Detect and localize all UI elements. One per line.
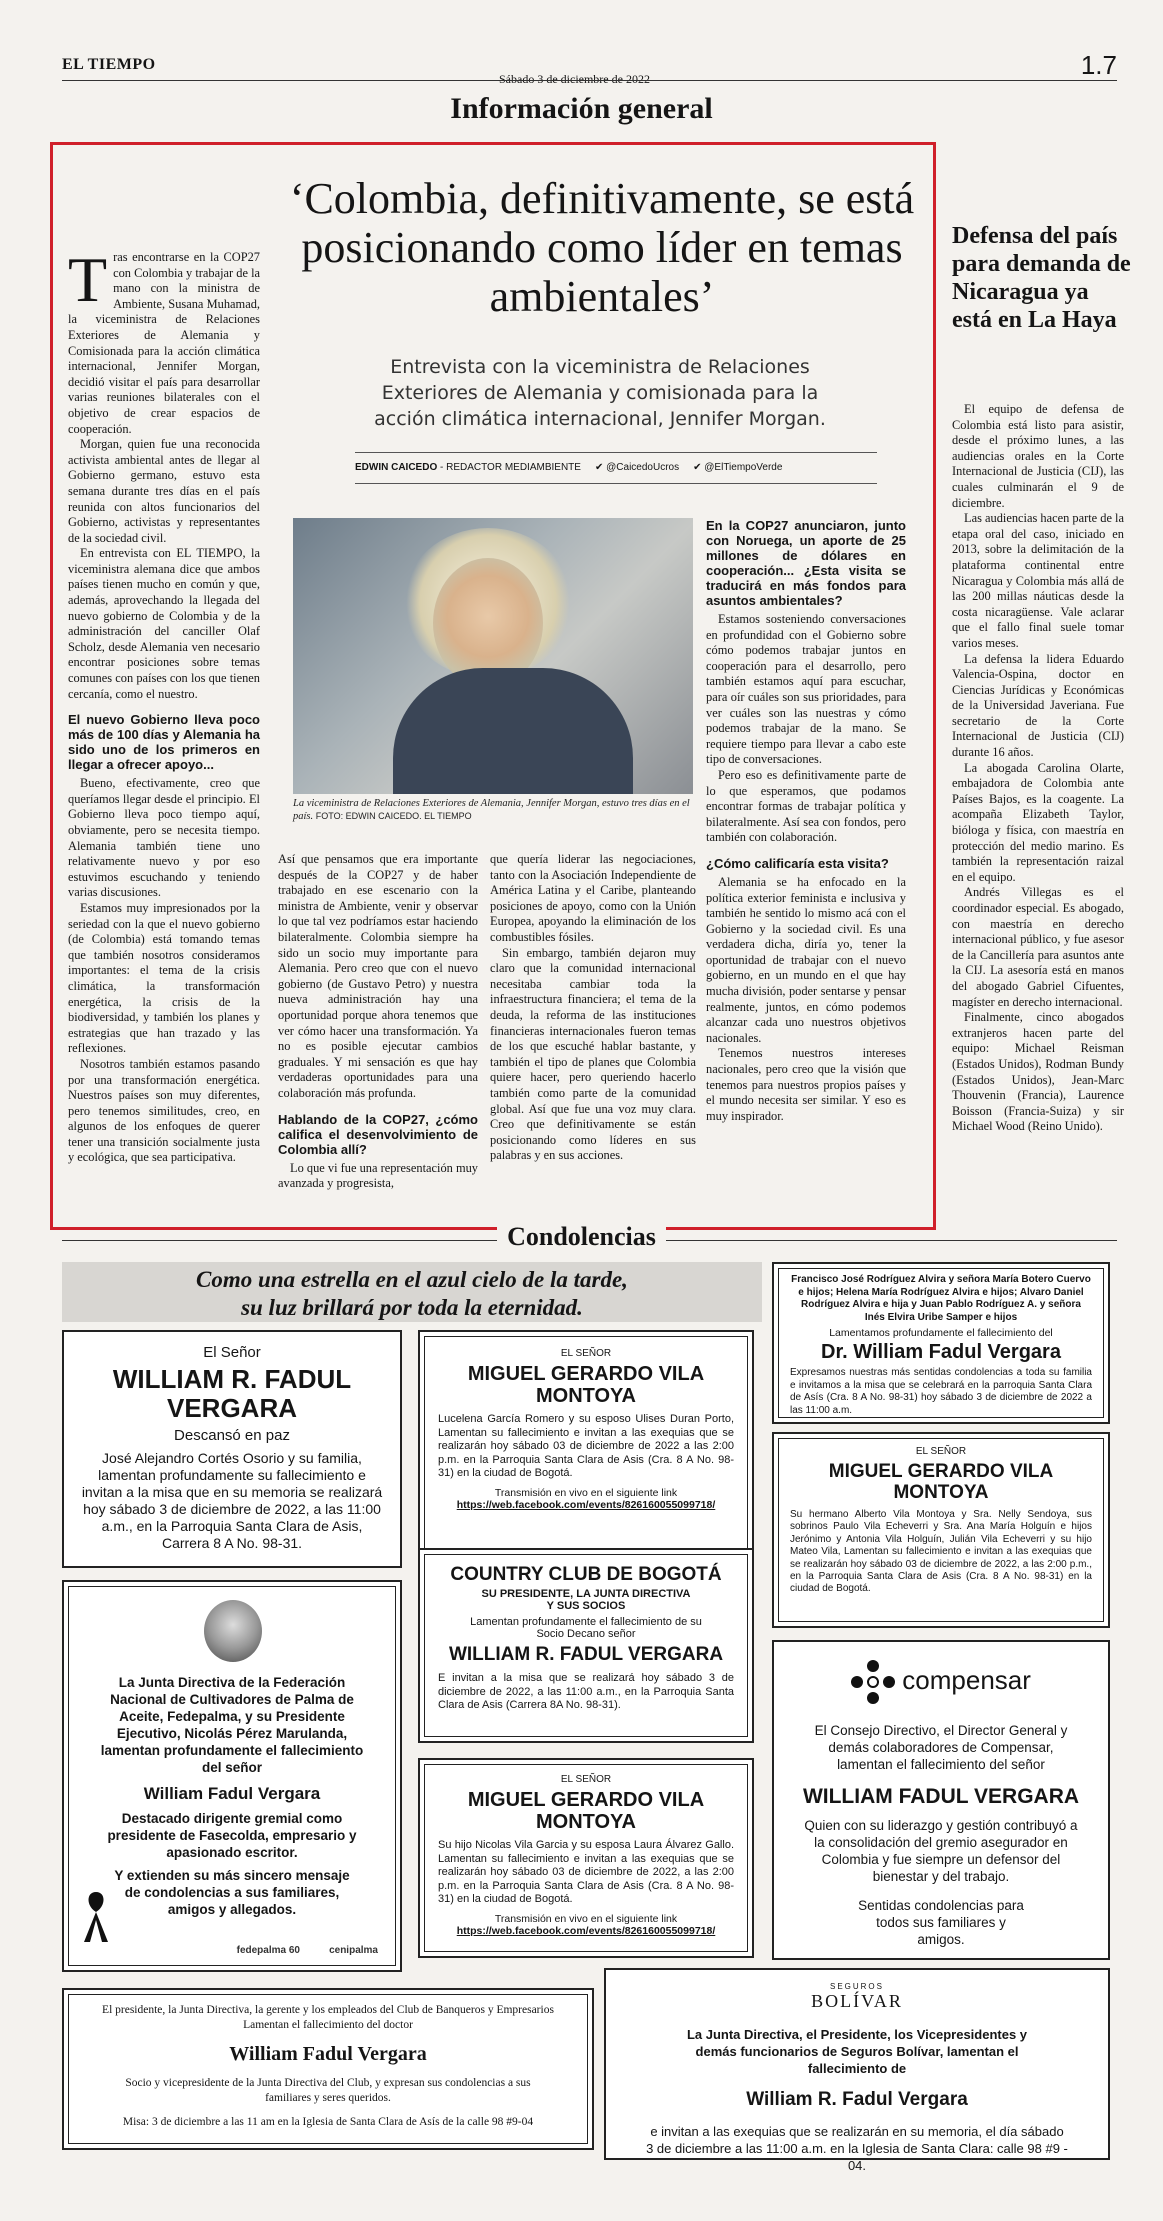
paragraph: Bueno, efectivamente, creo que queríamos llegar desde el principio. El Gobierno lleva poco tiempo aquí, obviamente, pero se necesita tiempo. Alemania también tiene uno relativamente nuevo y por eso estuvimos escuchando y teniendo varias discusiones. (68, 776, 260, 900)
ad-body: La Junta Directiva, el Presidente, los Vicepresidentes y demás funcionarios de Seguros Bolívar, lamentan el fallecimiento de (686, 2027, 1028, 2076)
ad-body: José Alejandro Cortés Osorio y su familia, lamentan profundamente su fallecimiento e invitan a la misa que en su memoria se realizará hoy sábado 3 de diciembre de 2022, a las 11:00 a.m., en la Parroquia Santa Clara de Asis, Carrera 8 A No. 98-31. (81, 1450, 383, 1551)
ad-prefix: EL SEÑOR (915, 1446, 967, 1457)
paragraph: Andrés Villegas es el coordinador especial. Es abogado, con maestría en derecho internacional público, y fue asesor de la Cancillería para asuntos ante la CIJ. La asesoría está en manos del abogado Gabriel Cifuentes, magíster en derecho internacional. (952, 885, 1124, 1009)
article-column-3 (490, 852, 696, 1164)
drop-cap: T (68, 244, 108, 315)
logo-small-text: SEGUROS (829, 1982, 884, 1991)
paragraph: Tenemos nuestros intereses nacionales, pero creo que la visión que tenemos para nuestros propios países y el mundo necesita ser similar. Y eso es muy inspirador. (706, 1046, 906, 1123)
paragraph: ras encontrarse en la COP27 con Colombia y trabajar de la mano con la ministra de Ambiente, Susana Muhamad, la viceministra de Relaciones Exteriores de Alemania y Comisionada para la acción climática internacional, Jennifer Morgan, decidió visitar el país para desarrollar varias reuniones bilaterales con el objetivo de crear espacios de cooperación. (68, 250, 261, 436)
condolence-ad (62, 1580, 402, 1972)
logo-text: BOLÍVAR (811, 1991, 903, 2011)
ad-body: Y extienden su más sincero mensaje de condolencias a sus familiares, amigos y allegados. (114, 1868, 350, 1917)
poem-line: su luz brillará por toda la eternidad. (241, 1295, 583, 1320)
byline-role: REDACTOR MEDIAMBIENTE (446, 462, 581, 473)
condolence-ad (418, 1548, 754, 1743)
paragraph: Finalmente, cinco abogados extranjeros hacen parte del equipo: Michael Reisman (Estados Unidos), Rodman Bundy (Estados Unidos), Jean-Marc Thouvenin (Francia), Laurence Boisson (Francia-Suiza) y sir Michael Wood (Reino Unido). (952, 1010, 1124, 1134)
ad-name: WILLIAM R. FADUL VERGARA (448, 1644, 724, 1665)
caption-text: La viceministra de Relaciones Exteriores de Alemania, Jennifer Morgan, estuvo tres días en el país. (293, 798, 690, 822)
ad-body: Sentidas condolencias para todos sus familiares y amigos. (858, 1898, 1024, 1947)
ad-mass: Misa: 3 de diciembre a las 11 am en la Iglesia de Santa Clara de Asís de la calle 98 #9-04 (122, 2116, 534, 2128)
ad-body: La Junta Directiva de la Federación Nacional de Cultivadores de Palma de Aceite, Fedepalma, y su Presidente Ejecutivo, Nicolás Pérez Marulanda, lamentan profundamente el fallecimiento del señor (100, 1675, 364, 1775)
paragraph: La abogada Carolina Olarte, embajadora de Colombia ante Países Bajos, es la coagente. La acompaña Elizabeth Taylor, bióloga y física, con maestría en protección del medio marino. Es también la representación raizal en el equipo. (952, 760, 1124, 884)
ad-line: El presidente, la Junta Directiva, la gerente y los empleados del Club de Banqueros y Empresarios (102, 2004, 554, 2016)
ad-body: Su hermano Alberto Vila Montoya y Sra. Nelly Sendoya, sus sobrinos Paulo Vila Echeverri y Sra. Ana María Holguín e hijos Jerónimo y Antonia Vila Holguín, Julián Vila Echeverri y su hijo Mateo Vila, Lamentan su fallecimiento e invitan a las exequias que se realizarán hoy sábado 03 de diciembre de 2022, a las 2:00 p.m., en la Parroquia Santa Clara de Asis (Cra. 8 A No. 98-31) en la ciudad de Bogotá. (790, 1509, 1092, 1595)
condolence-ad (604, 1968, 1110, 2173)
twitter-section-handle: @ElTiempoVerde (704, 462, 783, 473)
article-photo (293, 518, 693, 794)
condolences-heading (0, 1222, 1163, 1252)
article-column-1 (68, 244, 261, 1166)
paragraph: Estamos muy impresionados por la seriedad con la que el nuevo gobierno (de Colombia) está tomando temas que también nosotros consideramos importantes: el tema de la crisis climática, la transformación energética, la crisis de la biodiversidad, y también los planes y estrategias que han trazado y las reflexiones. (68, 900, 260, 1056)
twitter-author-handle: @CaicedoUcros (606, 462, 680, 473)
interview-question: ¿Cómo calificaría esta visita? (706, 855, 889, 871)
issue-date: Sábado 3 de diciembre de 2022 (499, 72, 650, 86)
ad-name: MIGUEL GERARDO VILA MONTOYA (467, 1789, 705, 1833)
ad-body: Destacado dirigente gremial como presidente de Fasecolda, empresario y apasionado escritor. (107, 1811, 357, 1860)
ad-prefix: El Señor (203, 1344, 261, 1361)
newspaper-name: EL TIEMPO (62, 56, 156, 73)
fedepalma-logo: fedepalma 60 (236, 1945, 300, 1956)
condolence-ad (772, 1432, 1110, 1628)
ad-line: Lamentan el fallecimiento del doctor (243, 2019, 413, 2031)
ad-name: WILLIAM FADUL VERGARA (802, 1785, 1080, 1808)
ad-families: Francisco José Rodríguez Alvira y señora María Botero Cuervo e hijos; Helena María Rodríguez Alvira e hijos; Alvaro Daniel Rodríguez Alvira e hija y Juan Pablo Rodríguez A. y señora Inés Elvira Uribe Samper e hijos (791, 1274, 1091, 1323)
paragraph: El equipo de defensa de Colombia está listo para asistir, desde el próximo lunes, a las audiencias orales en la Corte Internacional de Justicia (CIJ), las cuales culminarán el 9 de diciembre. (952, 402, 1124, 510)
poem-banner (62, 1262, 762, 1322)
ad-name: Dr. William Fadul Vergara (821, 1341, 1061, 1363)
article-subhead: Entrevista con la viceministra de Relaciones Exteriores de Alemania y comisionada para la acción climática internacional, Jennifer Morgan. (374, 356, 826, 430)
article-headline: ‘Colombia, definitivamente, se está posicionando como líder en temas ambientales’ (289, 174, 915, 321)
interview-question: El nuevo Gobierno lleva poco más de 100 días y Alemania ha sido uno de los primeros en llegar a ofrecer apoyo... (68, 712, 260, 773)
ad-org: COUNTRY CLUB DE BOGOTÁ (450, 1564, 722, 1585)
ad-body: Socio y vicepresidente de la Junta Directiva del Club, y expresan sus condolencias a sus familiares y seres queridos. (125, 2077, 531, 2104)
byline-rule (355, 452, 877, 453)
condolence-ad (418, 1758, 754, 1958)
paragraph: Morgan, quien fue una reconocida activista ambiental antes de llegar al Gobierno germano, estuvo esta semana durante tres días en el país reunida con altos funcionarios del Gobierno, activistas y representantes de la sociedad civil. (68, 437, 260, 545)
twitter-author[interactable] (595, 462, 679, 473)
article-column-4 (706, 518, 906, 1124)
byline: EDWIN CAICEDO - REDACTOR MEDIAMBIENTE ✔ @CaicedoUcros ✔ @ElTiempoVerde (355, 462, 783, 473)
condolence-ad (62, 1330, 402, 1568)
portrait-photo (204, 1600, 262, 1662)
ad-prefix: EL SEÑOR (560, 1348, 612, 1359)
paragraph: Alemania se ha enfocado en la política exterior feminista e inclusiva y también he sentido lo mismo acá con el Gobierno y la sociedad civil. Es una verdadera dicha, diría yo, tener la oportunidad de trabajar con el nuevo gobierno, en un mundo en el que hay mucha división, poder sentarse y pensar realmente, juntos, en cómo podemos alcanzar cada uno nuestros objetivos nacionales. (706, 874, 906, 1045)
section-title: Información general (450, 92, 713, 125)
paragraph: que quería liderar las negociaciones, tanto con la Asociación Independiente de América Latina y el Caribe, planteando posiciones de apoyo, como con la Unión Europea, apoyando la eliminación de los combustibles fósiles. (490, 852, 696, 944)
cenipalma-logo: cenipalma (329, 1945, 378, 1956)
mourning-ribbon-icon (80, 1888, 112, 1944)
paragraph: Las audiencias hacen parte de la etapa oral del caso, iniciado en 2013, sobre la delimitación de la plataforma continental entre Nicaragua y Colombia más allá de las 200 millas náuticas desde la costa nicaragüense. Vale aclarar que el fallo final suele tomar varios meses. (952, 511, 1124, 650)
ad-name: MIGUEL GERARDO VILA MONTOYA (828, 1461, 1054, 1503)
paragraph: Así que pensamos que era importante después de la COP27 y de haber trabajado en ese escenario con la ministra de Ambiente, venir y observar lo que tal vez podríamos estar haciendo bilateralmente. Colombia siempre ha sido un socio muy importante para Alemania. Pero creo que con el nuevo gobierno (de Gustavo Petro) y nuestra nueva administración hay una oportunidad porque ahora tenemos que ver cómo hacer una transformación. Ya no es posible ejecutar cambios graduales. Y mi sensación es que hay verdaderas oportunidades para una colaboración más profunda. (278, 852, 478, 1100)
photo-caption (293, 797, 693, 823)
ad-link[interactable]: https://web.facebook.com/events/826160055099718/ (456, 1924, 716, 1937)
paragraph: Sin embargo, también dejaron muy claro que la comunidad internacional necesitaba cambiar toda la infraestructura financiera; el tema de la deuda, la reforma de las instituciones financieras internacionales fueron temas de los que escuché hablar bastante, y también el tipo de planes que Colombia quiere hacer, pero queriendo hacerlo también como parte de la comunidad global. Así que fue una voz muy clara. Creo que definitivamente se están posicionando como líderes en sus palabras y en sus acciones. (490, 945, 696, 1163)
twitter-icon: ✔ (693, 462, 702, 473)
interview-question: En la COP27 anunciaron, junto con Noruega, un aporte de 25 millones de dólares en cooperación... ¿Esta visita se traducirá en más fondos para asuntos ambientales? (706, 518, 906, 608)
twitter-icon: ✔ (594, 462, 604, 473)
sidebar-body (952, 402, 1124, 1135)
ad-body: Su hijo Nicolas Vila Garcia y su esposa Laura Álvarez Gallo. Lamentan su fallecimiento e invitan a las exequias que se realizarán hoy sábado 03 de diciembre de 2022, a las 2:00 p.m. en la Parroquia Santa Clara de Asis (Cra. 8 A No. 98-31) en la ciudad de Bogotá. (438, 1839, 734, 1905)
paragraph: Lo que vi fue una representación muy avanzada y progresista, (278, 1160, 478, 1191)
condolences-title: Condolencias (497, 1222, 666, 1251)
ad-subtitle: Descansó en paz (174, 1427, 290, 1444)
ad-name: William R. Fadul Vergara (746, 2089, 968, 2110)
paragraph: La defensa la lidera Eduardo Valencia-Ospina, doctor en Ciencias Jurídicas y Económicas de la Universidad Javeriana. Fue secretario de la Corte Internacional de Justicia (CIJ) durante 16 años. (952, 651, 1124, 760)
condolence-ad (772, 1262, 1110, 1424)
bolivar-logo (606, 1982, 1108, 2012)
paragraph: Estamos sosteniendo conversaciones en profundidad con el Gobierno sobre cómo podemos trabajar juntos en cooperación para el desarrollo, pero también estamos aquí para escuchar, para oír cuáles son sus prioridades, para ver cuáles son las nuestras y cómo podemos trabajar de la mano. Se requiere tiempo para llevar a cabo este tipo de conversaciones. (706, 612, 906, 767)
interview-question: Hablando de la COP27, ¿cómo califica el desenvolvimiento de Colombia allí? (278, 1111, 478, 1157)
ad-prefix: EL SEÑOR (560, 1774, 612, 1785)
condolence-ad (772, 1640, 1110, 1960)
ad-body: El Consejo Directivo, el Director General y demás colaboradores de Compensar, lamentan el fallecimiento del señor (814, 1723, 1068, 1772)
article-column-2 (278, 852, 478, 1192)
paragraph: Pero eso es definitivamente parte de lo que esperamos, que podamos encontrar formas de trabajar política y bilateralmente. Así sea con fondos, pero también con colaboración. (706, 767, 906, 845)
compensar-logo-text: compensar (902, 1664, 1031, 1695)
condolence-ad (418, 1330, 754, 1568)
ad-name: William Fadul Vergara (143, 1784, 321, 1803)
byline-author: EDWIN CAICEDO (355, 462, 438, 473)
header-rule (62, 80, 1117, 81)
twitter-section[interactable] (693, 462, 782, 473)
ad-name: WILLIAM R. FADUL VERGARA (112, 1364, 352, 1423)
ad-stream: Transmisión en vivo en el siguiente link (494, 1486, 678, 1499)
ad-line: Lamentan profundamente el fallecimiento de su Socio Decano señor (470, 1616, 702, 1640)
page-number: 1.7 (1080, 50, 1117, 80)
ad-line: Lamentamos profundamente el fallecimiento del (829, 1327, 1053, 1339)
ad-name: MIGUEL GERARDO VILA MONTOYA (467, 1363, 705, 1407)
ad-body: e invitan a las exequias que se realizarán en su memoria, el día sábado 3 de diciembre a las 11:00 a.m. en la Iglesia de Santa Clara: calle 98 #9 - 04. (646, 2124, 1068, 2173)
sidebar-headline: Defensa del país para demanda de Nicaragua ya está en La Haya (952, 223, 1131, 333)
compensar-logo-icon (851, 1660, 895, 1704)
poem-line: Como una estrella en el azul cielo de la tarde, (196, 1267, 628, 1292)
photo-credit: FOTO: EDWIN CAICEDO. EL TIEMPO (315, 811, 472, 821)
ad-line: SU PRESIDENTE, LA JUNTA DIRECTIVA Y SUS SOCIOS (481, 1588, 691, 1612)
condolence-ad (62, 1988, 594, 2150)
paragraph: Nosotros también estamos pasando por una transformación energética. Nuestros países son muy diferentes, pero tenemos similitudes, creo, en algunos de los enfoques de querer tener una transición socialmente justa y ecológica, que sea participativa. (68, 1056, 260, 1165)
ad-body: Quien con su liderazgo y gestión contribuyó a la consolidación del gremio asegurador en Colombia y fue siempre un defensor del bienestar y del trabajo. (804, 1818, 1078, 1884)
ad-stream: Transmisión en vivo en el siguiente link (494, 1912, 678, 1925)
ad-body: Expresamos nuestras más sentidas condolencias a toda su familia e invitamos a la misa que se celebrará en la parroquia Santa Clara de Asís (Cra. 8 A No. 98-31) hoy sábado 3 de diciembre de 2022 a las 11:00 a.m. (790, 1367, 1092, 1416)
paragraph: En entrevista con EL TIEMPO, la viceministra alemana dice que ambos países tienen mucho en común y que, además, aprovechando la llegada del nuevo gobierno de Colombia y de la administración del canciller Olaf Scholz, desde Alemania ven necesario encontrar posiciones sobre temas comunes con países con los que tienen cercanía, como el nuestro. (68, 546, 260, 701)
byline-rule (355, 483, 877, 484)
ad-name: William Fadul Vergara (229, 2043, 427, 2065)
ad-body: Lucelena García Romero y su esposo Ulises Duran Porto, Lamentan su fallecimiento e invitan a las exequias que se realizarán hoy sábado 03 de diciembre de 2022 a las 2:00 p.m. en la Parroquia Santa Clara de Asis (Cra. 8 A No. 98-31) en la ciudad de Bogotá. (438, 1413, 734, 1479)
ad-body: E invitan a la misa que se realizará hoy sábado 3 de diciembre de 2022, a las 11:00 a.m., en la Parroquia Santa Clara de Asis (Carrera 8A No. 98-31). (438, 1672, 734, 1711)
ad-link[interactable]: https://web.facebook.com/events/826160055099718/ (456, 1498, 716, 1511)
compensar-logo (774, 1660, 1108, 1704)
